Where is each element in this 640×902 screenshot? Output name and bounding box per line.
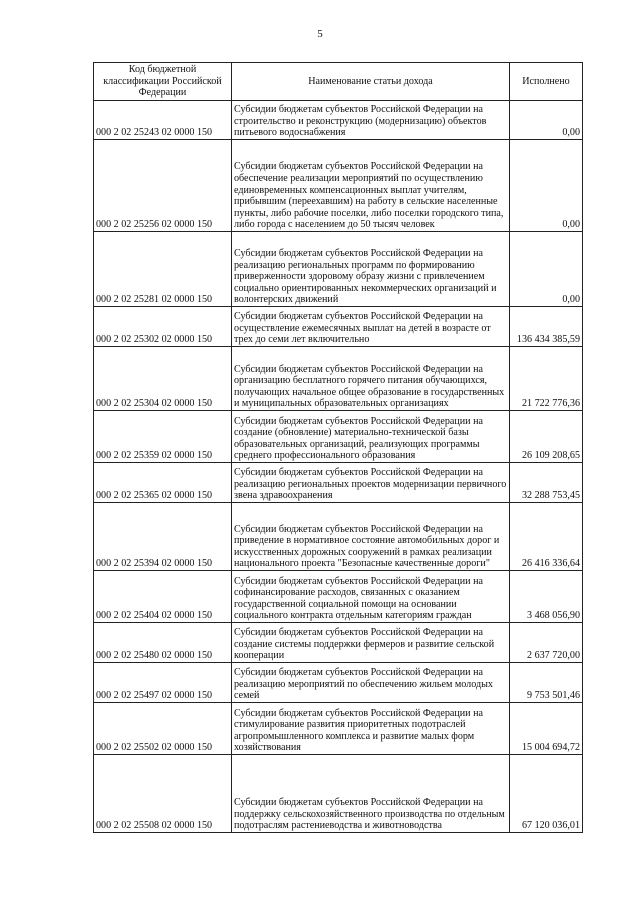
row-code: 000 2 02 25497 02 0000 150 (94, 663, 232, 703)
row-code: 000 2 02 25365 02 0000 150 (94, 463, 232, 503)
row-name: Субсидии бюджетам субъектов Российской Федерации на стимулирование развития приоритетных подотраслей агропромышленного комплекса и развитие малых форм хозяйствования (232, 703, 510, 755)
row-amount: 32 288 753,45 (510, 463, 583, 503)
row-name: Субсидии бюджетам субъектов Российской Федерации на реализацию мероприятий по обеспечению жильем молодых семей (232, 663, 510, 703)
row-amount: 136 434 385,59 (510, 307, 583, 347)
table-row (94, 571, 583, 623)
row-name: Субсидии бюджетам субъектов Российской Федерации на создание системы поддержки фермеров и развитие сельской кооперации (232, 623, 510, 663)
row-amount: 0,00 (510, 232, 583, 307)
row-code: 000 2 02 25304 02 0000 150 (94, 347, 232, 411)
table-row (94, 623, 583, 663)
table-row (94, 503, 583, 571)
row-code: 000 2 02 25508 02 0000 150 (94, 755, 232, 833)
table-row (94, 101, 583, 140)
header-name: Наименование статьи дохода (232, 63, 510, 101)
table-row (94, 663, 583, 703)
row-amount: 9 753 501,46 (510, 663, 583, 703)
table-row (94, 463, 583, 503)
row-code: 000 2 02 25394 02 0000 150 (94, 503, 232, 571)
header-code: Код бюджетной классификации Российской Федерации (94, 63, 232, 101)
row-amount: 26 109 208,65 (510, 411, 583, 463)
row-code: 000 2 02 25359 02 0000 150 (94, 411, 232, 463)
table-body (94, 101, 583, 833)
row-code: 000 2 02 25502 02 0000 150 (94, 703, 232, 755)
row-code: 000 2 02 25243 02 0000 150 (94, 101, 232, 140)
row-code: 000 2 02 25404 02 0000 150 (94, 571, 232, 623)
budget-revenue-table (93, 62, 583, 833)
row-amount: 0,00 (510, 140, 583, 232)
row-name: Субсидии бюджетам субъектов Российской Федерации на организацию бесплатного горячего питания обучающихся, получающих начальное общее образование в государственных и муниципальных образовательных организациях (232, 347, 510, 411)
table-row (94, 232, 583, 307)
row-name: Субсидии бюджетам субъектов Российской Федерации на приведение в нормативное состояние автомобильных дорог и искусственных дорожных сооружений в рамках реализации национального проекта "Безопасные качественные дороги" (232, 503, 510, 571)
row-name: Субсидии бюджетам субъектов Российской Федерации на реализацию региональных проектов модернизации первичного звена здравоохранения (232, 463, 510, 503)
row-amount: 15 004 694,72 (510, 703, 583, 755)
row-name: Субсидии бюджетам субъектов Российской Федерации на создание (обновление) материально-технической базы образовательных организаций, реализующих программы среднего профессионального образования (232, 411, 510, 463)
page-number: 5 (317, 28, 323, 40)
table-row (94, 307, 583, 347)
row-name: Субсидии бюджетам субъектов Российской Федерации на обеспечение реализации мероприятий по осуществлению единовременных компенсационных выплат учителям, прибывшим (переехавшим) на работу в сельские населенные пункты, либо рабочие поселки, либо поселки городского типа, либо города с населением до 50 тысяч человек (232, 140, 510, 232)
row-amount: 2 637 720,00 (510, 623, 583, 663)
row-amount: 21 722 776,36 (510, 347, 583, 411)
row-amount: 26 416 336,64 (510, 503, 583, 571)
row-amount: 67 120 036,01 (510, 755, 583, 833)
table-row (94, 347, 583, 411)
row-amount: 0,00 (510, 101, 583, 140)
row-code: 000 2 02 25480 02 0000 150 (94, 623, 232, 663)
row-name: Субсидии бюджетам субъектов Российской Федерации на строительство и реконструкцию (модернизацию) объектов питьевого водоснабжения (232, 101, 510, 140)
row-amount: 3 468 056,90 (510, 571, 583, 623)
table-row (94, 411, 583, 463)
table-row (94, 755, 583, 833)
row-name: Субсидии бюджетам субъектов Российской Федерации на реализацию региональных программ по формированию приверженности здоровому образу жизни с привлечением социально ориентированных некоммерческих организаций и волонтерских движений (232, 232, 510, 307)
row-name: Субсидии бюджетам субъектов Российской Федерации на осуществление ежемесячных выплат на детей в возрасте от трех до семи лет включительно (232, 307, 510, 347)
table-header-row (94, 63, 583, 101)
row-name: Субсидии бюджетам субъектов Российской Федерации на поддержку сельскохозяйственного производства по отдельным подотраслям растениеводства и животноводства (232, 755, 510, 833)
row-name: Субсидии бюджетам субъектов Российской Федерации на софинансирование расходов, связанных с оказанием государственной социальной помощи на основании социального контракта отдельным категориям граждан (232, 571, 510, 623)
header-amount: Исполнено (510, 63, 583, 101)
row-code: 000 2 02 25302 02 0000 150 (94, 307, 232, 347)
row-code: 000 2 02 25281 02 0000 150 (94, 232, 232, 307)
table-row (94, 703, 583, 755)
table-row (94, 140, 583, 232)
row-code: 000 2 02 25256 02 0000 150 (94, 140, 232, 232)
